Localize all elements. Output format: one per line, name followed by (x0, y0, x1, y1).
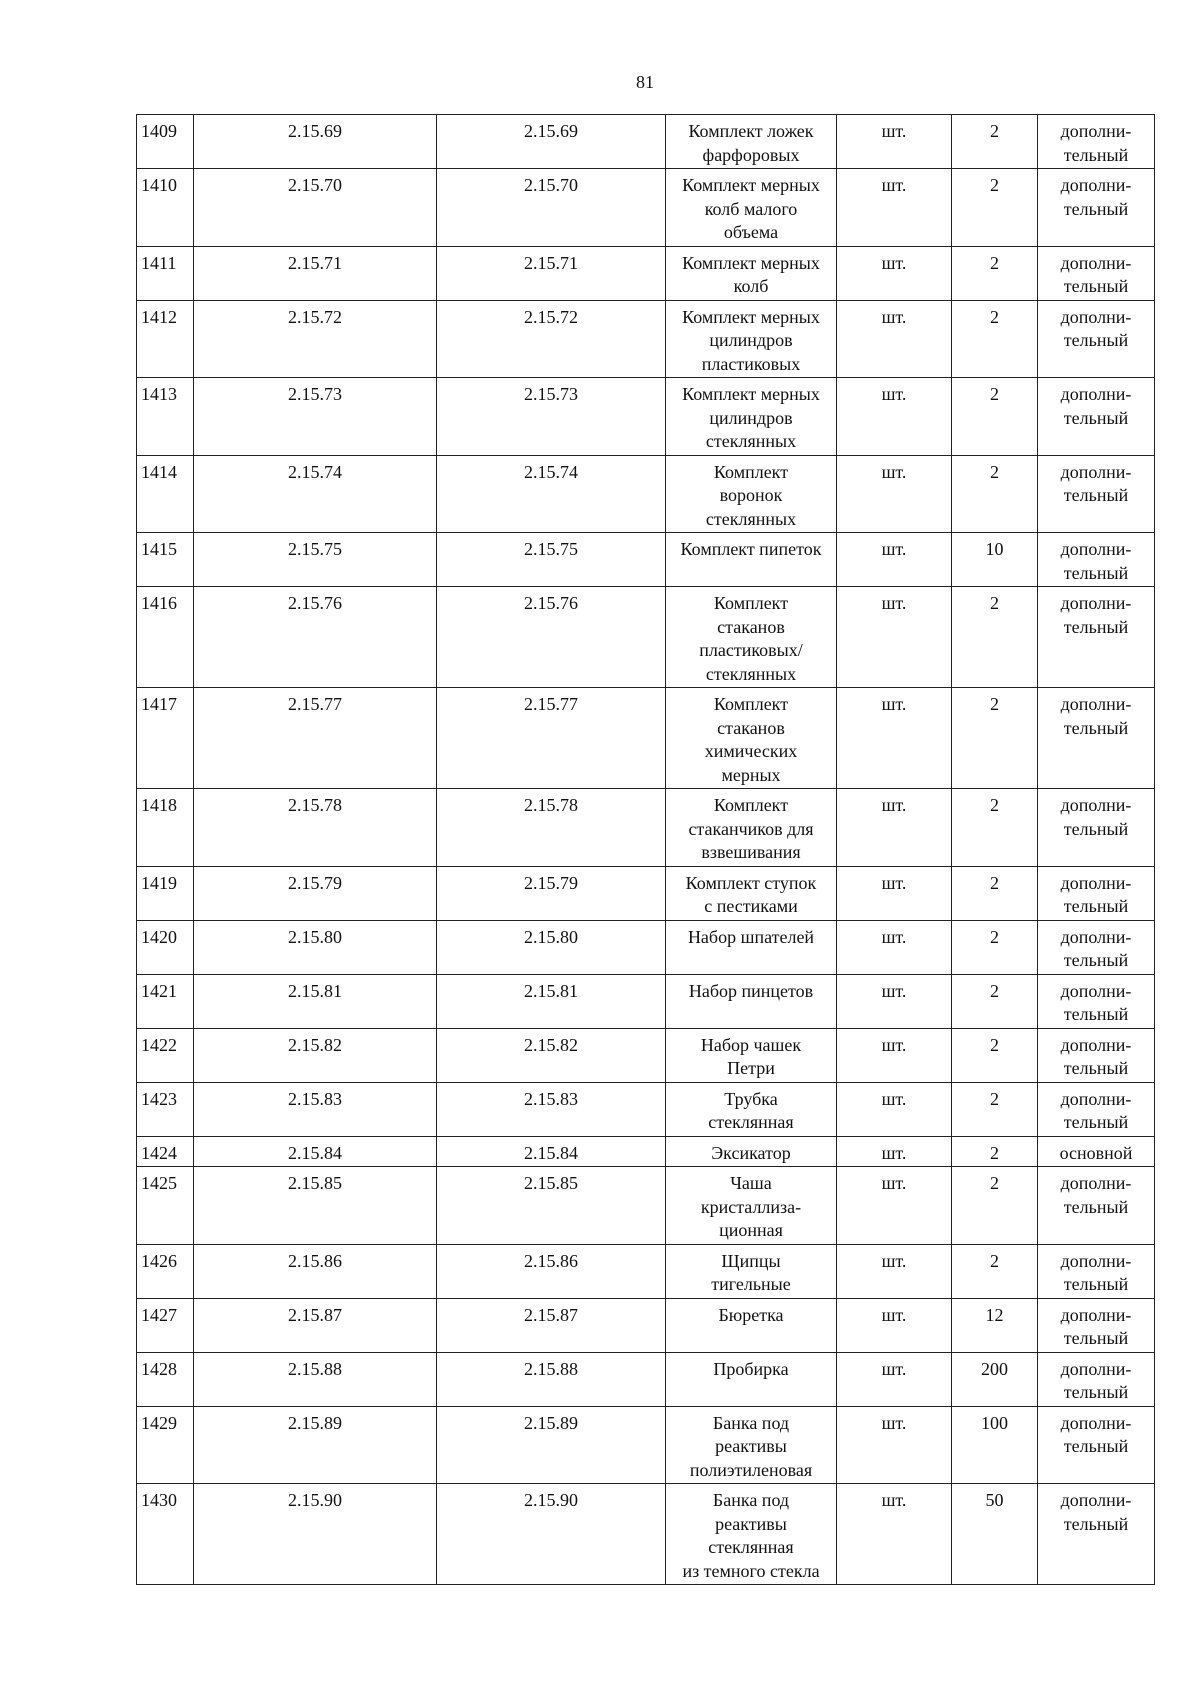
row-number-cell: 1414 (137, 455, 194, 533)
category-line: тельный (1063, 1004, 1129, 1024)
code-cell: 2.15.79 (194, 866, 437, 920)
quantity-cell: 12 (952, 1298, 1038, 1352)
code-secondary-cell: 2.15.80 (437, 920, 666, 974)
unit-cell: шт. (837, 455, 952, 533)
unit-cell: шт. (837, 1082, 952, 1136)
category-line: тельный (1063, 1513, 1129, 1534)
unit-cell: шт. (837, 920, 952, 974)
category-line: дополни- (1060, 980, 1132, 1001)
row-number-cell: 1429 (137, 1406, 194, 1484)
item-name-line: Комплект мерных (682, 175, 820, 195)
code-cell: 2.15.76 (194, 587, 437, 688)
item-name-line: Комплект ступок (685, 872, 817, 893)
category-line: дополни- (1060, 384, 1132, 404)
code-cell: 2.15.90 (194, 1484, 437, 1585)
quantity-cell: 100 (952, 1406, 1038, 1484)
table-row (137, 115, 1155, 169)
category-line: тельный (1063, 330, 1129, 350)
category-line: тельный (1063, 950, 1129, 970)
category-line: дополни- (1060, 1412, 1132, 1433)
code-secondary-cell: 2.15.75 (437, 533, 666, 587)
item-name-cell (666, 688, 837, 789)
category-line: основной (1059, 1142, 1133, 1163)
category-line: тельный (1063, 1328, 1129, 1348)
row-number-cell: 1426 (137, 1244, 194, 1298)
row-number-cell: 1410 (137, 169, 194, 247)
code-cell: 2.15.89 (194, 1406, 437, 1484)
category-cell (1038, 1167, 1155, 1245)
code-cell: 2.15.74 (194, 455, 437, 533)
item-name-cell (666, 1244, 837, 1298)
category-line: тельный (1063, 1196, 1129, 1217)
category-line: тельный (1063, 616, 1129, 637)
item-name-cell (666, 455, 837, 533)
unit-cell: шт. (837, 974, 952, 1028)
item-name-cell (666, 1352, 837, 1406)
table-row (137, 866, 1155, 920)
table-row (137, 169, 1155, 247)
category-line: тельный (1063, 1436, 1129, 1456)
category-line: тельный (1063, 1382, 1129, 1402)
row-number-cell: 1421 (137, 974, 194, 1028)
item-name-cell (666, 866, 837, 920)
code-secondary-cell: 2.15.71 (437, 246, 666, 300)
category-cell (1038, 169, 1155, 247)
unit-cell: шт. (837, 688, 952, 789)
row-number-cell: 1409 (137, 115, 194, 169)
code-secondary-cell: 2.15.90 (437, 1484, 666, 1585)
unit-cell: шт. (837, 1136, 952, 1167)
table-row (137, 974, 1155, 1028)
item-name-line: фарфоровых (702, 144, 800, 165)
code-secondary-cell: 2.15.73 (437, 378, 666, 456)
table-row (137, 300, 1155, 378)
item-name-line: Щипцы (721, 1250, 781, 1271)
item-name-line: цилиндров (709, 330, 793, 350)
table-row (137, 789, 1155, 867)
item-name-line: воронок (719, 485, 783, 505)
code-cell: 2.15.85 (194, 1167, 437, 1245)
category-line: дополни- (1060, 1358, 1132, 1379)
item-name-line: химических (704, 741, 798, 761)
unit-cell: шт. (837, 1484, 952, 1585)
code-cell: 2.15.81 (194, 974, 437, 1028)
category-line: дополни- (1060, 1250, 1132, 1271)
item-name-line: Комплект пипеток (680, 539, 822, 559)
item-name-line: пластиковых (701, 353, 801, 374)
row-number-cell: 1413 (137, 378, 194, 456)
item-name-cell (666, 1406, 837, 1484)
item-name-line: Комплект (713, 795, 789, 815)
unit-cell: шт. (837, 300, 952, 378)
table-row (137, 378, 1155, 456)
category-line: дополни- (1060, 926, 1132, 947)
category-cell (1038, 533, 1155, 587)
table-row (137, 1352, 1155, 1406)
quantity-cell: 2 (952, 455, 1038, 533)
item-name-line: стеклянных (705, 431, 797, 451)
item-name-line: Комплект мерных (682, 306, 820, 327)
code-secondary-cell: 2.15.77 (437, 688, 666, 789)
quantity-cell: 2 (952, 1136, 1038, 1167)
code-cell: 2.15.86 (194, 1244, 437, 1298)
item-name-line: стеклянных (705, 663, 797, 684)
row-number-cell: 1411 (137, 246, 194, 300)
code-secondary-cell: 2.15.78 (437, 789, 666, 867)
item-name-line: стаканчиков для (688, 818, 814, 839)
category-line: тельный (1063, 896, 1129, 916)
table-row (137, 533, 1155, 587)
quantity-cell: 2 (952, 866, 1038, 920)
item-name-cell (666, 1082, 837, 1136)
code-cell: 2.15.73 (194, 378, 437, 456)
table-row (137, 1298, 1155, 1352)
unit-cell: шт. (837, 789, 952, 867)
code-cell: 2.15.83 (194, 1082, 437, 1136)
quantity-cell: 2 (952, 1028, 1038, 1082)
row-number-cell: 1418 (137, 789, 194, 867)
code-cell: 2.15.72 (194, 300, 437, 378)
item-name-line: полиэтиленовая (689, 1459, 813, 1480)
item-name-line: стаканов (717, 616, 785, 637)
category-line: тельный (1063, 818, 1129, 839)
code-secondary-cell: 2.15.89 (437, 1406, 666, 1484)
code-cell: 2.15.70 (194, 169, 437, 247)
table-row (137, 920, 1155, 974)
row-number-cell: 1417 (137, 688, 194, 789)
row-number-cell: 1428 (137, 1352, 194, 1406)
category-line: тельный (1063, 485, 1129, 505)
category-cell (1038, 688, 1155, 789)
category-line: дополни- (1060, 593, 1132, 613)
code-cell: 2.15.69 (194, 115, 437, 169)
quantity-cell: 2 (952, 974, 1038, 1028)
item-name-cell (666, 300, 837, 378)
item-name-line: Пробирка (713, 1358, 789, 1379)
item-name-line: Набор пинцетов (688, 980, 814, 1001)
unit-cell: шт. (837, 246, 952, 300)
table-row (137, 587, 1155, 688)
category-cell (1038, 1082, 1155, 1136)
unit-cell: шт. (837, 1298, 952, 1352)
item-name-cell (666, 974, 837, 1028)
code-cell: 2.15.82 (194, 1028, 437, 1082)
item-name-line: Трубка (724, 1088, 778, 1109)
category-line: тельный (1063, 562, 1129, 583)
code-secondary-cell: 2.15.88 (437, 1352, 666, 1406)
category-line: дополни- (1060, 175, 1132, 195)
item-name-cell (666, 378, 837, 456)
item-name-line: Эксикатор (711, 1142, 791, 1163)
row-number-cell: 1416 (137, 587, 194, 688)
code-cell: 2.15.78 (194, 789, 437, 867)
unit-cell: шт. (837, 115, 952, 169)
unit-cell: шт. (837, 1244, 952, 1298)
item-name-line: Комплект (713, 694, 789, 714)
quantity-cell: 2 (952, 1082, 1038, 1136)
row-number-cell: 1425 (137, 1167, 194, 1245)
unit-cell: шт. (837, 1406, 952, 1484)
category-line: дополни- (1060, 1088, 1132, 1109)
table-row (137, 1484, 1155, 1585)
category-line: тельный (1063, 144, 1129, 165)
item-name-line: Банка под (712, 1412, 790, 1433)
code-secondary-cell: 2.15.69 (437, 115, 666, 169)
item-name-line: Комплект (713, 593, 789, 613)
code-secondary-cell: 2.15.84 (437, 1136, 666, 1167)
item-name-cell (666, 533, 837, 587)
table-row (137, 455, 1155, 533)
item-name-line: Комплект мерных (682, 384, 820, 404)
code-cell: 2.15.80 (194, 920, 437, 974)
code-secondary-cell: 2.15.79 (437, 866, 666, 920)
quantity-cell: 2 (952, 587, 1038, 688)
quantity-cell: 2 (952, 1167, 1038, 1245)
category-line: тельный (1063, 407, 1129, 428)
item-name-line: стеклянная (708, 1537, 794, 1557)
item-name-line: тигельные (711, 1274, 791, 1294)
row-number-cell: 1424 (137, 1136, 194, 1167)
category-line: дополни- (1060, 872, 1132, 893)
item-name-line: стаканов (717, 717, 785, 738)
item-name-line: Набор шпателей (687, 926, 815, 947)
code-secondary-cell: 2.15.87 (437, 1298, 666, 1352)
category-cell (1038, 246, 1155, 300)
page-number: 81 (636, 72, 654, 92)
category-line: тельный (1063, 276, 1129, 296)
category-line: тельный (1063, 717, 1129, 738)
item-name-cell (666, 1484, 837, 1585)
row-number-cell: 1423 (137, 1082, 194, 1136)
code-secondary-cell: 2.15.70 (437, 169, 666, 247)
item-name-line: цилиндров (709, 407, 793, 428)
item-name-line: взвешивания (701, 842, 801, 862)
table-row (137, 1167, 1155, 1245)
code-cell: 2.15.88 (194, 1352, 437, 1406)
category-cell (1038, 974, 1155, 1028)
unit-cell: шт. (837, 1167, 952, 1245)
unit-cell: шт. (837, 587, 952, 688)
code-secondary-cell: 2.15.82 (437, 1028, 666, 1082)
item-name-cell (666, 1298, 837, 1352)
row-number-cell: 1412 (137, 300, 194, 378)
category-line: дополни- (1060, 1034, 1132, 1055)
category-cell (1038, 866, 1155, 920)
code-secondary-cell: 2.15.72 (437, 300, 666, 378)
row-number-cell: 1430 (137, 1484, 194, 1585)
item-name-line: Набор чашек (700, 1034, 802, 1055)
item-name-line: с пестиками (704, 896, 798, 916)
category-cell (1038, 1352, 1155, 1406)
category-cell (1038, 1406, 1155, 1484)
category-cell (1038, 1298, 1155, 1352)
item-name-line: Комплект мерных (682, 252, 820, 273)
category-line: дополни- (1060, 1490, 1132, 1510)
item-name-line: пластиковых/ (699, 640, 803, 660)
item-name-line: Петри (727, 1058, 775, 1078)
code-secondary-cell: 2.15.81 (437, 974, 666, 1028)
category-cell (1038, 1484, 1155, 1585)
quantity-cell: 2 (952, 169, 1038, 247)
item-name-line: кристаллиза- (700, 1196, 802, 1217)
code-secondary-cell: 2.15.76 (437, 587, 666, 688)
unit-cell: шт. (837, 533, 952, 587)
equipment-table (136, 114, 1155, 1585)
item-name-line: Бюретка (718, 1304, 784, 1325)
code-secondary-cell: 2.15.74 (437, 455, 666, 533)
item-name-line: колб (733, 276, 769, 296)
item-name-line: Комплект (713, 461, 789, 482)
category-line: дополни- (1060, 1304, 1132, 1325)
table-row (137, 688, 1155, 789)
item-name-cell (666, 169, 837, 247)
item-name-line: Чаша (730, 1173, 772, 1193)
category-cell (1038, 455, 1155, 533)
item-name-cell (666, 246, 837, 300)
unit-cell: шт. (837, 1028, 952, 1082)
code-secondary-cell: 2.15.85 (437, 1167, 666, 1245)
item-name-line: объема (723, 222, 779, 242)
table-row (137, 1244, 1155, 1298)
item-name-line: Банка под (712, 1490, 790, 1510)
table-row (137, 1082, 1155, 1136)
quantity-cell: 200 (952, 1352, 1038, 1406)
category-cell (1038, 1136, 1155, 1167)
code-cell: 2.15.84 (194, 1136, 437, 1167)
unit-cell: шт. (837, 169, 952, 247)
code-cell: 2.15.71 (194, 246, 437, 300)
item-name-cell (666, 1136, 837, 1167)
item-name-line: колб малого (704, 198, 798, 219)
category-cell (1038, 587, 1155, 688)
row-number-cell: 1415 (137, 533, 194, 587)
category-line: дополни- (1060, 539, 1132, 559)
item-name-line: стеклянных (705, 508, 797, 529)
code-cell: 2.15.87 (194, 1298, 437, 1352)
item-name-cell (666, 587, 837, 688)
category-cell (1038, 1028, 1155, 1082)
row-number-cell: 1427 (137, 1298, 194, 1352)
table-body (137, 115, 1155, 1585)
category-line: дополни- (1060, 1173, 1132, 1193)
category-cell (1038, 920, 1155, 974)
category-line: тельный (1063, 1058, 1129, 1078)
category-cell (1038, 1244, 1155, 1298)
table-row (137, 1406, 1155, 1484)
quantity-cell: 2 (952, 378, 1038, 456)
item-name-line: стеклянная (708, 1112, 794, 1132)
item-name-line: реактивы (715, 1436, 787, 1456)
category-line: тельный (1063, 1112, 1129, 1132)
row-number-cell: 1422 (137, 1028, 194, 1082)
category-cell (1038, 300, 1155, 378)
category-line: дополни- (1060, 306, 1132, 327)
code-cell: 2.15.77 (194, 688, 437, 789)
quantity-cell: 2 (952, 688, 1038, 789)
category-line: дополни- (1060, 694, 1132, 714)
item-name-line: ционная (719, 1220, 783, 1240)
row-number-cell: 1419 (137, 866, 194, 920)
category-line: дополни- (1060, 461, 1132, 482)
quantity-cell: 2 (952, 920, 1038, 974)
item-name-cell (666, 1028, 837, 1082)
table-row (137, 1136, 1155, 1167)
item-name-line: мерных (721, 764, 781, 785)
quantity-cell: 2 (952, 246, 1038, 300)
category-line: дополни- (1060, 252, 1132, 273)
code-secondary-cell: 2.15.86 (437, 1244, 666, 1298)
quantity-cell: 2 (952, 300, 1038, 378)
quantity-cell: 50 (952, 1484, 1038, 1585)
quantity-cell: 10 (952, 533, 1038, 587)
item-name-cell (666, 789, 837, 867)
code-cell: 2.15.75 (194, 533, 437, 587)
category-cell (1038, 378, 1155, 456)
category-line: дополни- (1060, 121, 1132, 141)
item-name-line: реактивы (715, 1513, 787, 1534)
item-name-cell (666, 1167, 837, 1245)
category-cell (1038, 115, 1155, 169)
category-line: тельный (1063, 198, 1129, 219)
quantity-cell: 2 (952, 115, 1038, 169)
category-line: тельный (1063, 1274, 1129, 1294)
item-name-line: Комплект ложек (688, 121, 814, 141)
quantity-cell: 2 (952, 1244, 1038, 1298)
quantity-cell: 2 (952, 789, 1038, 867)
category-line: дополни- (1060, 795, 1132, 815)
item-name-cell (666, 115, 837, 169)
table-row (137, 246, 1155, 300)
item-name-cell (666, 920, 837, 974)
unit-cell: шт. (837, 378, 952, 456)
table-row (137, 1028, 1155, 1082)
unit-cell: шт. (837, 866, 952, 920)
item-name-line: из темного стекла (682, 1560, 820, 1581)
category-cell (1038, 789, 1155, 867)
code-secondary-cell: 2.15.83 (437, 1082, 666, 1136)
unit-cell: шт. (837, 1352, 952, 1406)
row-number-cell: 1420 (137, 920, 194, 974)
